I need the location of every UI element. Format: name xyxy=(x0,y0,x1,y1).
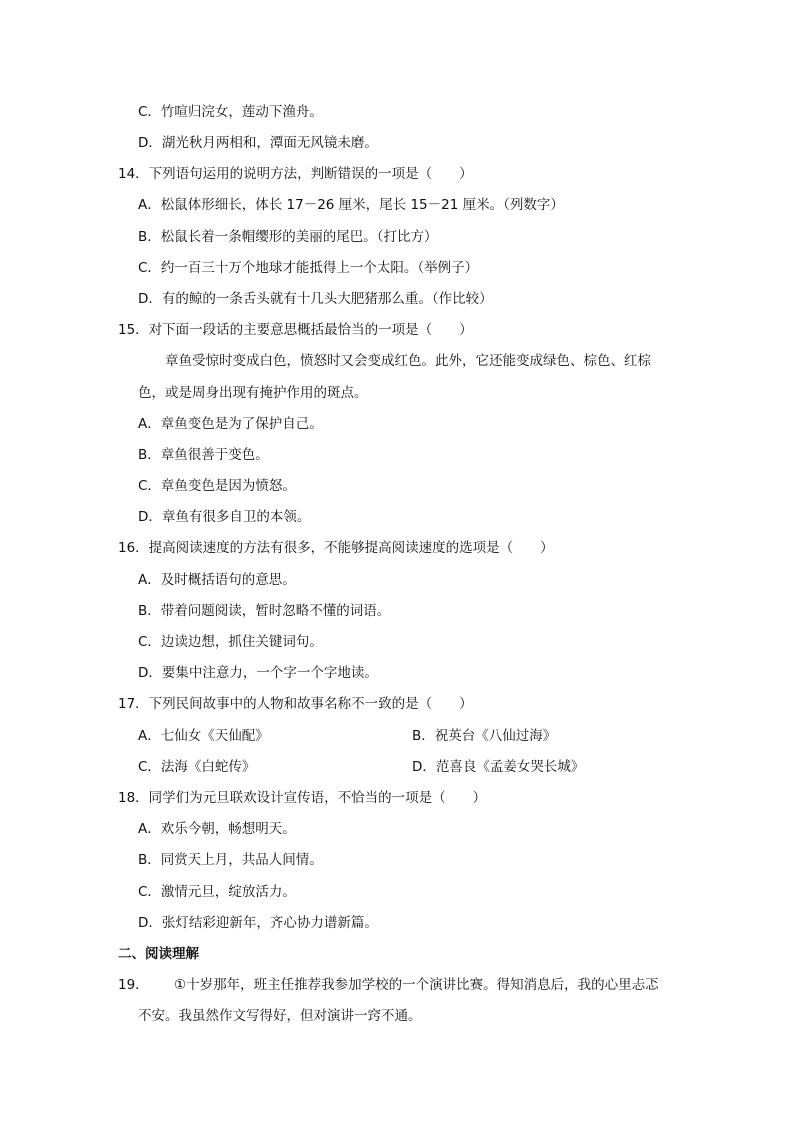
q19-passage-line1: ①十岁那年，班主任推荐我参加学校的一个演讲比赛。得知消息后，我的心里忐忑 xyxy=(174,977,659,993)
q19-number: 19． xyxy=(118,977,149,993)
q15-option-b: B．章鱼很善于变色。 xyxy=(138,447,269,463)
q16-option-d: D．要集中注意力，一个字一个字地读。 xyxy=(138,665,378,681)
q18-option-c: C．激情元旦，绽放活力。 xyxy=(138,884,296,900)
q19-passage-line2: 不安。我虽然作文写得好，但对演讲一窍不通。 xyxy=(138,1008,422,1024)
q15-option-c: C．章鱼变色是因为愤怒。 xyxy=(138,478,296,494)
q14-option-c: C．约一百三十万个地球才能抵得上一个太阳。（举例子） xyxy=(138,260,479,276)
q14-option-b: B．松鼠长着一条帽缨形的美丽的尾巴。（打比方） xyxy=(138,229,438,245)
q16-option-a: A．及时概括语句的意思。 xyxy=(138,572,296,588)
q17-option-b: B．祝英台《八仙过海》 xyxy=(412,728,557,744)
q15-option-d: D．章鱼有很多自卫的本领。 xyxy=(138,509,311,525)
q16-option-c: C．边读边想，抓住关键词句。 xyxy=(138,634,323,650)
q15-passage-line1: 章鱼受惊时变成白色，愤怒时又会变成红色。此外，它还能变成绿色、棕色、红棕 xyxy=(165,353,651,369)
q15-stem: 15．对下面一段话的主要意思概括最恰当的一项是（ ） xyxy=(118,322,473,338)
q14-option-a: A．松鼠体形细长，体长 17－26 厘米，尾长 15－21 厘米。（列数字） xyxy=(138,197,564,213)
q18-option-a: A．欢乐今朝，畅想明天。 xyxy=(138,821,296,837)
q17-option-a: A．七仙女《天仙配》 xyxy=(138,728,269,744)
q18-option-d: D．张灯结彩迎新年，齐心协力谱新篇。 xyxy=(138,915,378,931)
q15-passage-line2: 色，或是周身出现有掩护作用的斑点。 xyxy=(138,385,368,401)
q16-stem: 16．提高阅读速度的方法有很多，不能够提高阅读速度的选项是（ ） xyxy=(118,540,554,556)
q13-option-c: C．竹喧归浣女，莲动下渔舟。 xyxy=(138,104,323,120)
q13-option-d: D．湖光秋月两相和，潭面无风镜未磨。 xyxy=(138,135,378,151)
q15-option-a: A．章鱼变色是为了保护自己。 xyxy=(138,416,323,432)
q14-option-d: D．有的鲸的一条舌头就有十几头大肥猪那么重。（作比较） xyxy=(138,291,493,307)
q18-option-b: B．同赏天上月，共品人间情。 xyxy=(138,852,323,868)
section-reading-title: 二、阅读理解 xyxy=(118,946,199,962)
q17-option-c: C．法海《白蛇传》 xyxy=(138,759,256,775)
q16-option-b: B．带着问题阅读，暂时忽略不懂的词语。 xyxy=(138,603,391,619)
q14-stem: 14．下列语句运用的说明方法，判断错误的一项是（ ） xyxy=(118,166,473,182)
q18-stem: 18．同学们为元旦联欢设计宣传语，不恰当的一项是（ ） xyxy=(118,790,487,806)
q17-option-d: D．范喜良《孟姜女哭长城》 xyxy=(412,759,585,775)
q17-stem: 17．下列民间故事中的人物和故事名称不一致的是（ ） xyxy=(118,696,473,712)
